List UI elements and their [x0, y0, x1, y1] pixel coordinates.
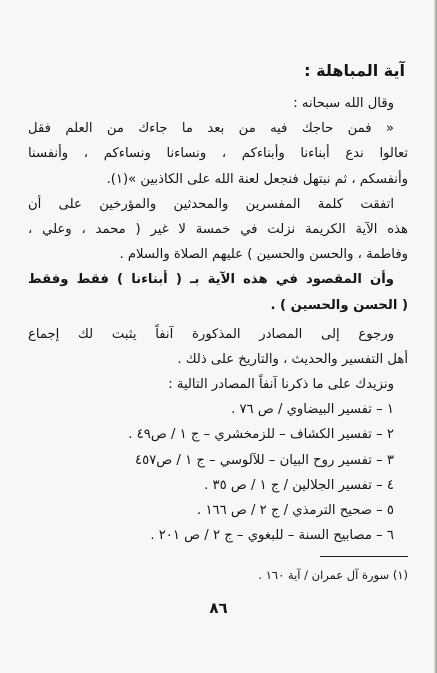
- text-line: هذه الآية الكريمة نزلت في خمسة لا غير ( محمد ، وعلي ،: [28, 221, 408, 237]
- section-heading: آية المباهلة :: [304, 61, 405, 80]
- text-line: أهل التفسير والحديث ، والتاريخ على ذلك .: [177, 351, 408, 367]
- text-line: وفاطمة ، والحسن والحسين ) عليهم الصلاة والسلام .: [119, 247, 408, 263]
- source-item: ٥ – صحيح الترمذي / ج ٢ / ص ١٦٦ .: [197, 503, 394, 518]
- source-item: ٣ – تفسير روح البيان – للآلوسي – ج ١ / ص٤٥٧: [135, 452, 394, 468]
- text-line: ( الحسن والحسين ) .: [270, 297, 408, 313]
- quran-verse-line: وأنفسكم ، ثم نبتهل فنجعل لعنة الله على الكاذبين »(١).: [106, 171, 408, 187]
- source-item: ١ – تفسير البيضاوي / ص ٧٦ .: [231, 402, 394, 418]
- quran-verse-line: « فمن حاجك فيه من بعد ما جاءك من العلم فقل: [28, 121, 394, 137]
- text-line: وقال الله سبحانه :: [293, 96, 394, 111]
- source-item: ٤ – تفسير الجلالين / ج ١ / ص ٣٥ .: [204, 477, 394, 493]
- source-item: ٢ – تفسير الكشاف – للزمخشري – ج ١ / ص٤٩ .: [128, 427, 394, 443]
- text-line: ورجوع إلى المصادر المذكورة آنفاً يثبت لك إجماع: [28, 326, 394, 342]
- page-body: [28, 91, 408, 548]
- text-line: وأن المقصود في هذه الآية بـ ( أبناءنا ) فقط وفقط: [28, 272, 394, 288]
- footnote-separator: [320, 556, 408, 557]
- footnote: (١) سورة آل عمران / آية ١٦٠ .: [258, 568, 408, 582]
- page-number: ٨٦: [209, 599, 228, 617]
- quran-verse-line: تعالوا ندع أبناءنا وأبناءكم ، ونساءنا ونساءكم ، وأنفسنا: [28, 146, 408, 162]
- text-line: اتفقت كلمة المفسرين والمحدثين والمؤرخين على أن: [28, 196, 394, 212]
- text-line: ونزيدك على ما ذكرنا آنفاً المصادر التالية :: [168, 377, 394, 393]
- source-item: ٦ – مصابيح السنة – للبغوي – ج ٢ / ص ٢٠١ .: [150, 528, 394, 544]
